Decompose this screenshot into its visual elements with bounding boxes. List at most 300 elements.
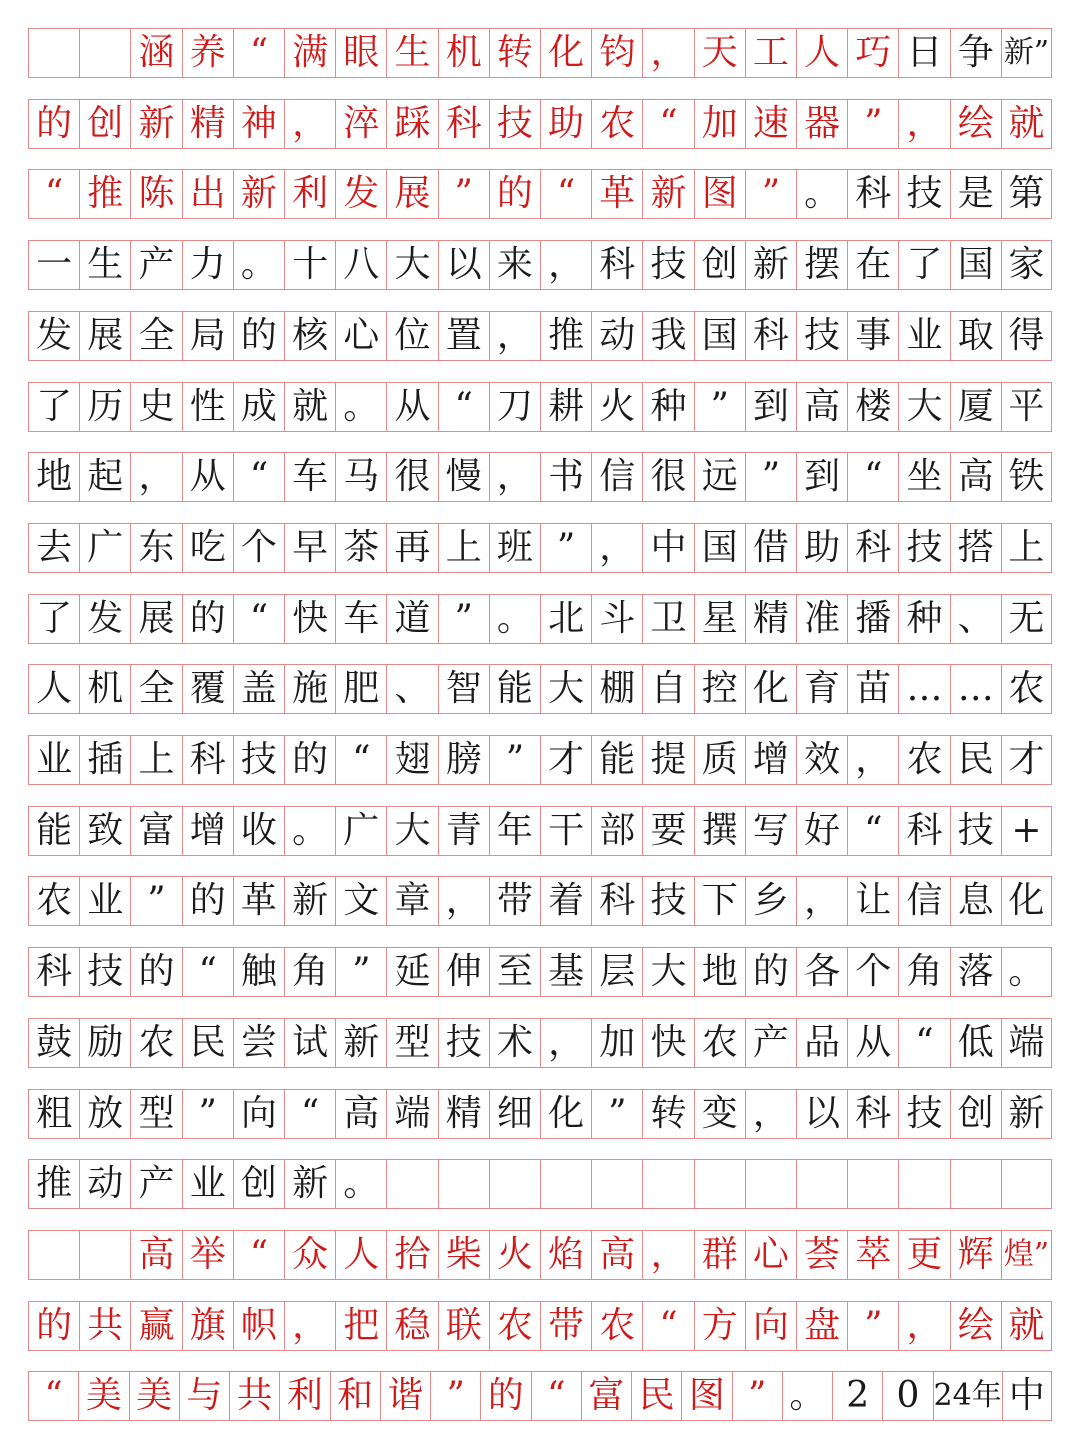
- grid-cell: 大: [386, 807, 437, 855]
- grid-cell: 着: [540, 877, 591, 925]
- grid-cell: 插: [79, 736, 130, 784]
- grid-cell: 广: [79, 524, 130, 572]
- grid-cell: “: [284, 1090, 335, 1138]
- grid-cell: 富: [581, 1372, 631, 1420]
- grid-cell: 精: [182, 100, 233, 148]
- grid-cell: 刀: [489, 383, 540, 431]
- grid-cell: 十: [284, 241, 335, 289]
- grid-cell: 高: [335, 1090, 386, 1138]
- grid-cell: ”: [335, 948, 386, 996]
- grid-cell: 能: [489, 665, 540, 713]
- grid-cell: 动: [79, 1160, 130, 1208]
- grid-cell: 国: [950, 241, 1001, 289]
- grid-cell: 下: [694, 877, 745, 925]
- grid-cell: 联: [438, 1302, 489, 1350]
- grid-cell: 绘: [950, 100, 1001, 148]
- grid-cell: ”: [745, 453, 796, 501]
- grid-cell: 家: [1001, 241, 1052, 289]
- grid-cell: 一: [28, 241, 79, 289]
- grid-cell: 才: [540, 736, 591, 784]
- grid-cell: …: [898, 665, 949, 713]
- grid-cell: 。: [1001, 948, 1052, 996]
- grid-cell: 高: [950, 453, 1001, 501]
- grid-cell: 棚: [591, 665, 642, 713]
- grid-cell: 地: [694, 948, 745, 996]
- grid-cell: 效: [796, 736, 847, 784]
- grid-cell: 能: [28, 807, 79, 855]
- grid-cell: 举: [182, 1231, 233, 1279]
- grid-cell: 稳: [386, 1302, 437, 1350]
- grid-cell: 我: [642, 312, 693, 360]
- grid-cell: 富: [130, 807, 181, 855]
- grid-cell: 新: [233, 170, 284, 218]
- grid-cell: ”: [745, 170, 796, 218]
- grid-cell: 。: [233, 241, 284, 289]
- grid-cell: 高: [130, 1231, 181, 1279]
- grid-cell: 大: [898, 383, 949, 431]
- grid-cell: 很: [386, 453, 437, 501]
- grid-cell: 让: [847, 877, 898, 925]
- grid-cell: 智: [438, 665, 489, 713]
- grid-cell: 产: [130, 241, 181, 289]
- grid-cell: 带: [540, 1302, 591, 1350]
- grid-cell: 新: [1001, 1090, 1052, 1138]
- grid-row: [28, 382, 1052, 432]
- grid-cell: ，: [796, 877, 847, 925]
- grid-cell: 新: [130, 100, 181, 148]
- grid-cell: 息: [950, 877, 1001, 925]
- grid-cell: 铁: [1001, 453, 1052, 501]
- grid-cell: 推: [28, 1160, 79, 1208]
- grid-cell: 民: [631, 1372, 681, 1420]
- grid-cell: 众: [284, 1231, 335, 1279]
- grid-cell: 起: [79, 453, 130, 501]
- grid-cell: 荟: [796, 1231, 847, 1279]
- grid-cell: 工: [745, 29, 796, 77]
- grid-cell: ”: [182, 1090, 233, 1138]
- grid-cell: 技: [79, 948, 130, 996]
- grid-cell: 革: [233, 877, 284, 925]
- grid-cell: 煌”: [1001, 1231, 1052, 1279]
- grid-cell: 助: [540, 100, 591, 148]
- grid-cell: 以: [438, 241, 489, 289]
- grid-cell: 利: [284, 170, 335, 218]
- grid-cell: ，: [284, 1302, 335, 1350]
- grid-cell: 农: [1001, 665, 1052, 713]
- grid-cell: 谐: [380, 1372, 430, 1420]
- grid-cell: 播: [847, 595, 898, 643]
- grid-cell: 信: [898, 877, 949, 925]
- grid-cell: 肥: [335, 665, 386, 713]
- grid-cell: [1001, 1160, 1052, 1208]
- grid-cell: ，: [642, 1231, 693, 1279]
- grid-cell: 技: [642, 241, 693, 289]
- grid-cell: 日: [898, 29, 949, 77]
- grid-cell: 业: [79, 877, 130, 925]
- grid-cell: 新: [642, 170, 693, 218]
- grid-cell: 鼓: [28, 1019, 79, 1067]
- grid-cell: 车: [284, 453, 335, 501]
- grid-cell: 农: [28, 877, 79, 925]
- grid-cell: 化: [1001, 877, 1052, 925]
- grid-cell: +: [1001, 807, 1052, 855]
- grid-cell: ”: [847, 1302, 898, 1350]
- grid-cell: 写: [745, 807, 796, 855]
- grid-cell: 历: [79, 383, 130, 431]
- grid-cell: 上: [1001, 524, 1052, 572]
- grid-cell: 科: [847, 524, 898, 572]
- grid-cell: 到: [745, 383, 796, 431]
- grid-cell: 事: [847, 312, 898, 360]
- grid-cell: 大: [642, 948, 693, 996]
- grid-cell: 民: [950, 736, 1001, 784]
- grid-cell: [28, 29, 79, 77]
- grid-cell: 旗: [182, 1302, 233, 1350]
- grid-cell: 撰: [694, 807, 745, 855]
- grid-cell: ”: [430, 1372, 480, 1420]
- grid-cell: ”: [847, 100, 898, 148]
- grid-cell: 。: [335, 1160, 386, 1208]
- grid-cell: 得: [1001, 312, 1052, 360]
- grid-cell: 粗: [28, 1090, 79, 1138]
- grid-cell: 技: [438, 1019, 489, 1067]
- grid-cell: “: [438, 383, 489, 431]
- grid-cell: 的: [745, 948, 796, 996]
- grid-cell: 的: [182, 877, 233, 925]
- grid-cell: “: [233, 1231, 284, 1279]
- grid-cell: 高: [591, 1231, 642, 1279]
- grid-cell: 准: [796, 595, 847, 643]
- grid-cell: 利: [279, 1372, 329, 1420]
- grid-cell: 技: [489, 100, 540, 148]
- grid-cell: 技: [898, 1090, 949, 1138]
- grid-cell: 与: [179, 1372, 229, 1420]
- grid-cell: 早: [284, 524, 335, 572]
- grid-cell: 自: [642, 665, 693, 713]
- grid-cell: 涵: [130, 29, 181, 77]
- grid-cell: 核: [284, 312, 335, 360]
- grid-cell: 马: [335, 453, 386, 501]
- grid-cell: 盘: [796, 1302, 847, 1350]
- grid-cell: 人: [796, 29, 847, 77]
- grid-cell: 全: [130, 665, 181, 713]
- grid-cell: 取: [950, 312, 1001, 360]
- grid-cell: 干: [540, 807, 591, 855]
- grid-cell: 角: [898, 948, 949, 996]
- grid-cell: 神: [233, 100, 284, 148]
- grid-cell: 。: [782, 1372, 832, 1420]
- grid-cell: 科: [591, 877, 642, 925]
- grid-cell: 展: [130, 595, 181, 643]
- grid-cell: ，: [898, 1302, 949, 1350]
- grid-cell: 科: [847, 170, 898, 218]
- grid-cell: 技: [796, 312, 847, 360]
- grid-cell: 技: [642, 877, 693, 925]
- grid-cell: 性: [182, 383, 233, 431]
- grid-cell: 中: [1002, 1372, 1052, 1420]
- grid-cell: ”: [438, 170, 489, 218]
- grid-cell: “: [182, 948, 233, 996]
- grid-cell: 天: [694, 29, 745, 77]
- grid-cell: 才: [1001, 736, 1052, 784]
- grid-cell: 萃: [847, 1231, 898, 1279]
- grid-cell: 以: [796, 1090, 847, 1138]
- grid-cell: 再: [386, 524, 437, 572]
- grid-row: [28, 1089, 1052, 1139]
- grid-cell: 耕: [540, 383, 591, 431]
- grid-cell: 生: [386, 29, 437, 77]
- grid-cell: ，: [642, 29, 693, 77]
- grid-cell: ”: [130, 877, 181, 925]
- grid-cell: 助: [796, 524, 847, 572]
- grid-cell: 力: [182, 241, 233, 289]
- grid-cell: 科: [28, 948, 79, 996]
- grid-cell: 帜: [233, 1302, 284, 1350]
- grid-cell: 技: [898, 524, 949, 572]
- grid-cell: 图: [694, 170, 745, 218]
- grid-cell: [540, 1160, 591, 1208]
- grid-cell: “: [847, 807, 898, 855]
- grid-cell: [386, 1160, 437, 1208]
- grid-cell: 化: [540, 1090, 591, 1138]
- grid-cell: 能: [591, 736, 642, 784]
- grid-cell: 产: [745, 1019, 796, 1067]
- grid-cell: 章: [386, 877, 437, 925]
- grid-cell: 摆: [796, 241, 847, 289]
- grid-cell: 翅: [386, 736, 437, 784]
- grid-cell: 满: [284, 29, 335, 77]
- grid-cell: 创: [950, 1090, 1001, 1138]
- grid-cell: 柴: [438, 1231, 489, 1279]
- grid-cell: ”: [540, 524, 591, 572]
- grid-cell: 端: [386, 1090, 437, 1138]
- grid-cell: 赢: [130, 1302, 181, 1350]
- grid-cell: 精: [438, 1090, 489, 1138]
- grid-cell: 和: [330, 1372, 380, 1420]
- grid-cell: “: [28, 170, 79, 218]
- grid-cell: 了: [28, 595, 79, 643]
- grid-cell: 中: [642, 524, 693, 572]
- grid-cell: 发: [28, 312, 79, 360]
- grid-cell: 科: [591, 241, 642, 289]
- grid-cell: 个: [847, 948, 898, 996]
- grid-cell: ，: [489, 453, 540, 501]
- grid-cell: 化: [745, 665, 796, 713]
- grid-cell: 眼: [335, 29, 386, 77]
- grid-cell: 型: [130, 1090, 181, 1138]
- grid-cell: 至: [489, 948, 540, 996]
- grid-cell: 发: [79, 595, 130, 643]
- grid-cell: [28, 1231, 79, 1279]
- grid-cell: 远: [694, 453, 745, 501]
- grid-row: [28, 523, 1052, 573]
- grid-row: [28, 594, 1052, 644]
- grid-cell: 质: [694, 736, 745, 784]
- grid-cell: 试: [284, 1019, 335, 1067]
- grid-cell: ，: [591, 524, 642, 572]
- grid-cell: 机: [438, 29, 489, 77]
- grid-cell: 的: [130, 948, 181, 996]
- grid-cell: “: [642, 100, 693, 148]
- grid-cell: ，: [540, 241, 591, 289]
- grid-row: [28, 806, 1052, 856]
- grid-cell: 细: [489, 1090, 540, 1138]
- grid-cell: ，: [130, 453, 181, 501]
- grid-row: [28, 947, 1052, 997]
- grid-cell: ”: [694, 383, 745, 431]
- grid-cell: 淬: [335, 100, 386, 148]
- grid-row: [28, 240, 1052, 290]
- grid-cell: [694, 1160, 745, 1208]
- grid-cell: 上: [438, 524, 489, 572]
- grid-cell: “: [847, 453, 898, 501]
- grid-cell: 斗: [591, 595, 642, 643]
- grid-cell: 争: [950, 29, 1001, 77]
- grid-cell: 科: [745, 312, 796, 360]
- grid-cell: 辉: [950, 1231, 1001, 1279]
- grid-cell: 展: [79, 312, 130, 360]
- grid-cell: 尝: [233, 1019, 284, 1067]
- grid-cell: 美: [129, 1372, 179, 1420]
- grid-cell: 乡: [745, 877, 796, 925]
- grid-cell: 变: [694, 1090, 745, 1138]
- grid-cell: 触: [233, 948, 284, 996]
- grid-cell: 覆: [182, 665, 233, 713]
- grid-cell: “: [531, 1372, 581, 1420]
- grid-row: [28, 664, 1052, 714]
- grid-cell: 加: [694, 100, 745, 148]
- grid-cell: 创: [79, 100, 130, 148]
- grid-cell: 转: [642, 1090, 693, 1138]
- grid-cell: 陈: [130, 170, 181, 218]
- grid-cell: 新: [745, 241, 796, 289]
- grid-cell: ，: [898, 100, 949, 148]
- grid-cell: 年: [489, 807, 540, 855]
- grid-cell: 。: [335, 383, 386, 431]
- grid-cell: 大: [386, 241, 437, 289]
- grid-cell: 低: [950, 1019, 1001, 1067]
- grid-cell: 角: [284, 948, 335, 996]
- grid-cell: 要: [642, 807, 693, 855]
- grid-cell: 科: [898, 807, 949, 855]
- grid-row: [28, 1018, 1052, 1068]
- grid-cell: 班: [489, 524, 540, 572]
- grid-cell: 加: [591, 1019, 642, 1067]
- grid-cell: 平: [1001, 383, 1052, 431]
- grid-cell: 型: [386, 1019, 437, 1067]
- grid-cell: 心: [745, 1231, 796, 1279]
- grid-cell: 向: [233, 1090, 284, 1138]
- grid-cell: 就: [1001, 1302, 1052, 1350]
- grid-cell: 养: [182, 29, 233, 77]
- grid-cell: 创: [694, 241, 745, 289]
- grid-cell: 延: [386, 948, 437, 996]
- grid-cell: 共: [79, 1302, 130, 1350]
- grid-cell: 部: [591, 807, 642, 855]
- grid-cell: 产: [130, 1160, 181, 1208]
- grid-cell: 励: [79, 1019, 130, 1067]
- grid-cell: 新: [284, 1160, 335, 1208]
- grid-cell: 大: [540, 665, 591, 713]
- grid-cell: 带: [489, 877, 540, 925]
- grid-cell: 火: [591, 383, 642, 431]
- grid-cell: 业: [28, 736, 79, 784]
- grid-cell: 地: [28, 453, 79, 501]
- grid-cell: 生: [79, 241, 130, 289]
- grid-cell: 了: [898, 241, 949, 289]
- grid-cell: ，: [489, 312, 540, 360]
- grid-cell: 星: [694, 595, 745, 643]
- grid-cell: ，: [284, 100, 335, 148]
- grid-cell: 精: [745, 595, 796, 643]
- grid-cell: 转: [489, 29, 540, 77]
- grid-cell: 绘: [950, 1302, 1001, 1350]
- grid-cell: 来: [489, 241, 540, 289]
- grid-cell: 向: [745, 1302, 796, 1350]
- grid-cell: “: [233, 29, 284, 77]
- grid-cell: 盖: [233, 665, 284, 713]
- grid-cell: 致: [79, 807, 130, 855]
- grid-cell: 的: [28, 1302, 79, 1350]
- grid-cell: 苗: [847, 665, 898, 713]
- grid-cell: 新”: [1001, 29, 1052, 77]
- grid-cell: 端: [1001, 1019, 1052, 1067]
- grid-cell: 控: [694, 665, 745, 713]
- grid-row: [28, 99, 1052, 149]
- grid-cell: 技: [898, 170, 949, 218]
- grid-cell: 农: [489, 1302, 540, 1350]
- grid-cell: 伸: [438, 948, 489, 996]
- grid-cell: 吃: [182, 524, 233, 572]
- grid-cell: 增: [182, 807, 233, 855]
- grid-cell: [847, 1160, 898, 1208]
- grid-cell: 。: [284, 807, 335, 855]
- grid-cell: ，: [847, 736, 898, 784]
- grid-cell: 了: [28, 383, 79, 431]
- grid-cell: ”: [489, 736, 540, 784]
- grid-cell: 科: [438, 100, 489, 148]
- grid-cell: 坐: [898, 453, 949, 501]
- grid-cell: 史: [130, 383, 181, 431]
- grid-cell: 火: [489, 1231, 540, 1279]
- grid-cell: 种: [642, 383, 693, 431]
- grid-cell: 从: [386, 383, 437, 431]
- grid-cell: 更: [898, 1231, 949, 1279]
- grid-cell: 搭: [950, 524, 1001, 572]
- grid-cell: 术: [489, 1019, 540, 1067]
- grid-cell: 从: [847, 1019, 898, 1067]
- grid-cell: 、: [950, 595, 1001, 643]
- grid-cell: 就: [284, 383, 335, 431]
- grid-cell: 展: [386, 170, 437, 218]
- grid-cell: 钧: [591, 29, 642, 77]
- grid-cell: 车: [335, 595, 386, 643]
- grid-cell: 的: [182, 595, 233, 643]
- grid-cell: 。: [489, 595, 540, 643]
- grid-cell: 的: [489, 170, 540, 218]
- grid-cell: ，: [540, 1019, 591, 1067]
- grid-cell: 无: [1001, 595, 1052, 643]
- grid-cell: 八: [335, 241, 386, 289]
- grid-cell: 慢: [438, 453, 489, 501]
- grid-cell: 共: [229, 1372, 279, 1420]
- grid-cell: “: [233, 595, 284, 643]
- grid-row: [28, 1230, 1052, 1280]
- grid-cell: 种: [898, 595, 949, 643]
- grid-cell: 成: [233, 383, 284, 431]
- grid-cell: 快: [642, 1019, 693, 1067]
- grid-cell: “: [898, 1019, 949, 1067]
